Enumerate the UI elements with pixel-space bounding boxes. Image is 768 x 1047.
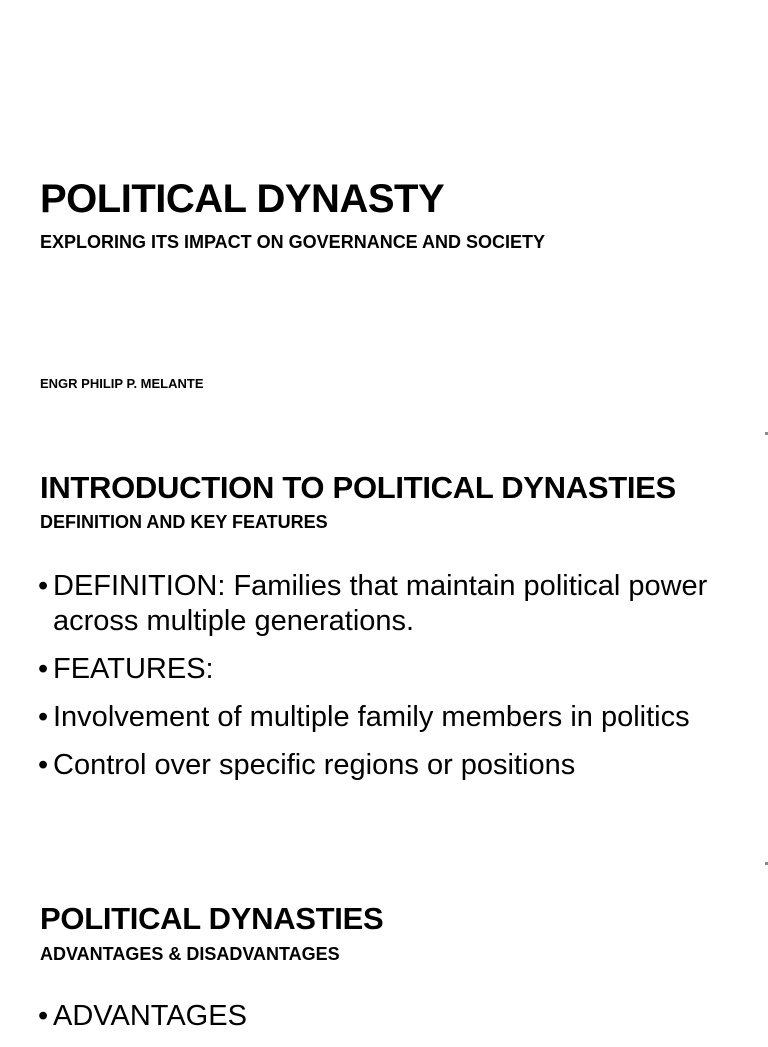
bullet-glyph: • xyxy=(38,653,49,685)
slide2-bullet-text: Control over specific regions or positions xyxy=(53,749,576,781)
slide2-bullet-list xyxy=(38,569,738,796)
slide1-author: ENGR PHILIP P. MELANTE xyxy=(40,376,204,391)
slide2-bullet-item xyxy=(38,652,738,687)
bullet-glyph: • xyxy=(38,701,49,733)
slide2-bullet-item xyxy=(38,569,738,639)
slide1-subtitle: EXPLORING ITS IMPACT ON GOVERNANCE AND SOCIETY xyxy=(40,232,546,252)
slide2-bullet-text: DEFINITION: Families that maintain political power across multiple generations. xyxy=(53,570,708,637)
slide2-bullet-text: FEATURES: xyxy=(53,653,214,685)
slide3-bullet-item xyxy=(38,999,738,1034)
slide1-title: POLITICAL DYNASTY xyxy=(40,177,445,221)
slide3-bullet-list xyxy=(38,999,738,1047)
slide2-title: INTRODUCTION TO POLITICAL DYNASTIES xyxy=(40,470,676,505)
bullet-glyph: • xyxy=(38,1000,49,1032)
slide2-bullet-text: Involvement of multiple family members in politics xyxy=(53,701,690,733)
slide2-bullet-item xyxy=(38,748,738,783)
slide2-subtitle: DEFINITION AND KEY FEATURES xyxy=(40,512,328,532)
slide3-bullet-text: ADVANTAGES xyxy=(53,1000,247,1032)
slide2-bullet-item xyxy=(38,700,738,735)
bullet-glyph: • xyxy=(38,570,49,602)
slide3-subtitle: ADVANTAGES & DISADVANTAGES xyxy=(40,944,340,964)
bullet-glyph: • xyxy=(38,749,49,781)
slide3-title: POLITICAL DYNASTIES xyxy=(40,901,384,936)
